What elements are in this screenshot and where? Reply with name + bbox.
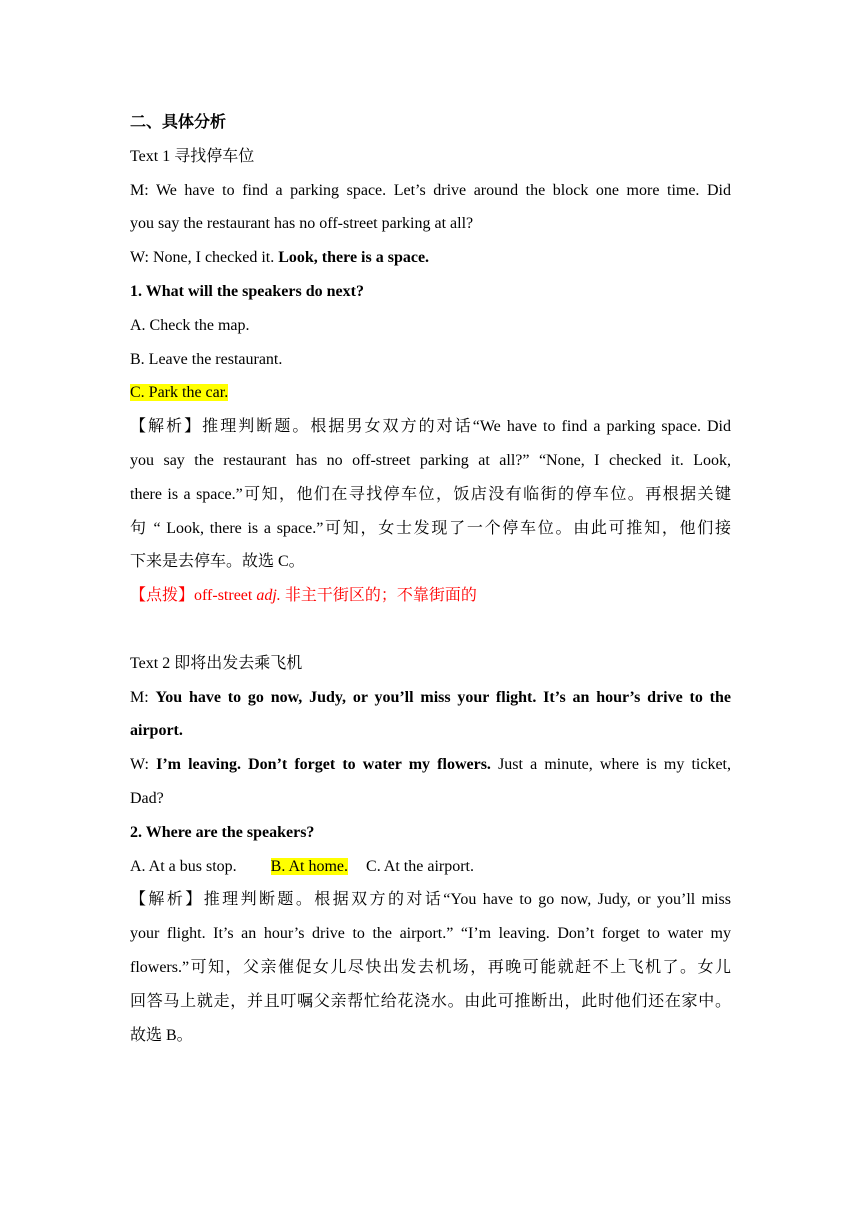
text1-question: 1. What will the speakers do next? (130, 282, 364, 300)
text1-option-c-row (130, 376, 731, 410)
text2-analysis-line-4: 回答马上就走，并且叮嘱父亲帮忙给花浇水。由此可推断出，此时他们还在家中。 (130, 992, 731, 1010)
text1-woman-prefix: W: None, I checked it. (130, 249, 279, 267)
text1-analysis-line-4: 句 “ Look, there is a space.”可知，女士发现了一个停车位。由此可推知，他们接 (130, 519, 731, 537)
text2-option-c: C. At the airport. (366, 857, 474, 875)
text2-woman-line-1 (130, 748, 731, 782)
text2-question: 2. Where are the speakers? (130, 823, 315, 841)
text2-analysis-line-5: 故选 B。 (130, 1026, 193, 1044)
text2-option-a: A. At a bus stop. (130, 857, 237, 875)
text1-analysis-line-3: there is a space.”可知，他们在寻找停车位，饭店没有临街的停车位。再根据关键 (130, 485, 731, 503)
section-gap (130, 613, 731, 647)
text1-woman-line (130, 241, 731, 275)
text1-heading: Text 1 寻找停车位 (130, 147, 255, 165)
text1-option-a: A. Check the map. (130, 316, 250, 334)
text1-tip-pos: adj. (256, 587, 281, 605)
text2-analysis-line-1: 【解析】推理判断题。根据双方的对话“You have to go now, Judy, or you’ll miss (130, 891, 731, 909)
text2-man-line-2: airport. (130, 722, 183, 740)
text1-analysis-line-2: you say the restaurant has no off-street parking at all?” “None, I checked it. Look, (130, 451, 731, 469)
text2-analysis-line-3: flowers.”可知，父亲催促女儿尽快出发去机场，再晚可能就赶不上飞机了。女儿 (130, 958, 731, 976)
text2-options-row (130, 850, 731, 884)
text1-option-c-answer: C. Park the car. (130, 384, 229, 402)
text1-analysis-line-1: 【解析】推理判断题。根据男女双方的对话“We have to find a parking space. Did (130, 418, 731, 436)
text2-man-line-1 (130, 681, 731, 715)
text1-option-b: B. Leave the restaurant. (130, 350, 283, 368)
text1-analysis-line-5: 下来是去停车。故选 C。 (130, 553, 305, 571)
text2-woman-prefix: W: (130, 756, 157, 774)
section-title: 二、具体分析 (130, 114, 227, 131)
text2-option-b-answer: B. At home. (270, 857, 349, 875)
text1-tip-text: 非主干街区的；不靠街面的 (280, 587, 477, 605)
text1-man-line-2: you say the restaurant has no off-street parking at all? (130, 215, 474, 233)
text2-woman-bold: I’m leaving. Don’t forget to water my flowers. (156, 756, 491, 774)
text1-tip-label: 【点拨】off-street (130, 587, 257, 605)
text2-heading: Text 2 即将出发去乘飞机 (130, 654, 303, 672)
text2-analysis-line-2: your flight. It’s an hour’s drive to the airport.” “I’m leaving. Don’t forget to water my (130, 925, 731, 943)
text1-woman-key-sentence: Look, there is a space. (278, 249, 430, 267)
text2-man-prefix: M: (130, 688, 156, 706)
text2-man-bold-1: You have to go now, Judy, or you’ll miss your flight. It’s an hour’s drive to the (155, 688, 731, 706)
document-content (130, 106, 731, 1052)
text1-man-line-1: M: We have to find a parking space. Let’s drive around the block one more time. Did (130, 181, 731, 199)
text2-woman-line-2: Dad? (130, 789, 164, 807)
text1-tip (130, 579, 731, 613)
text2-woman-rest: Just a minute, where is my ticket, (490, 756, 732, 774)
